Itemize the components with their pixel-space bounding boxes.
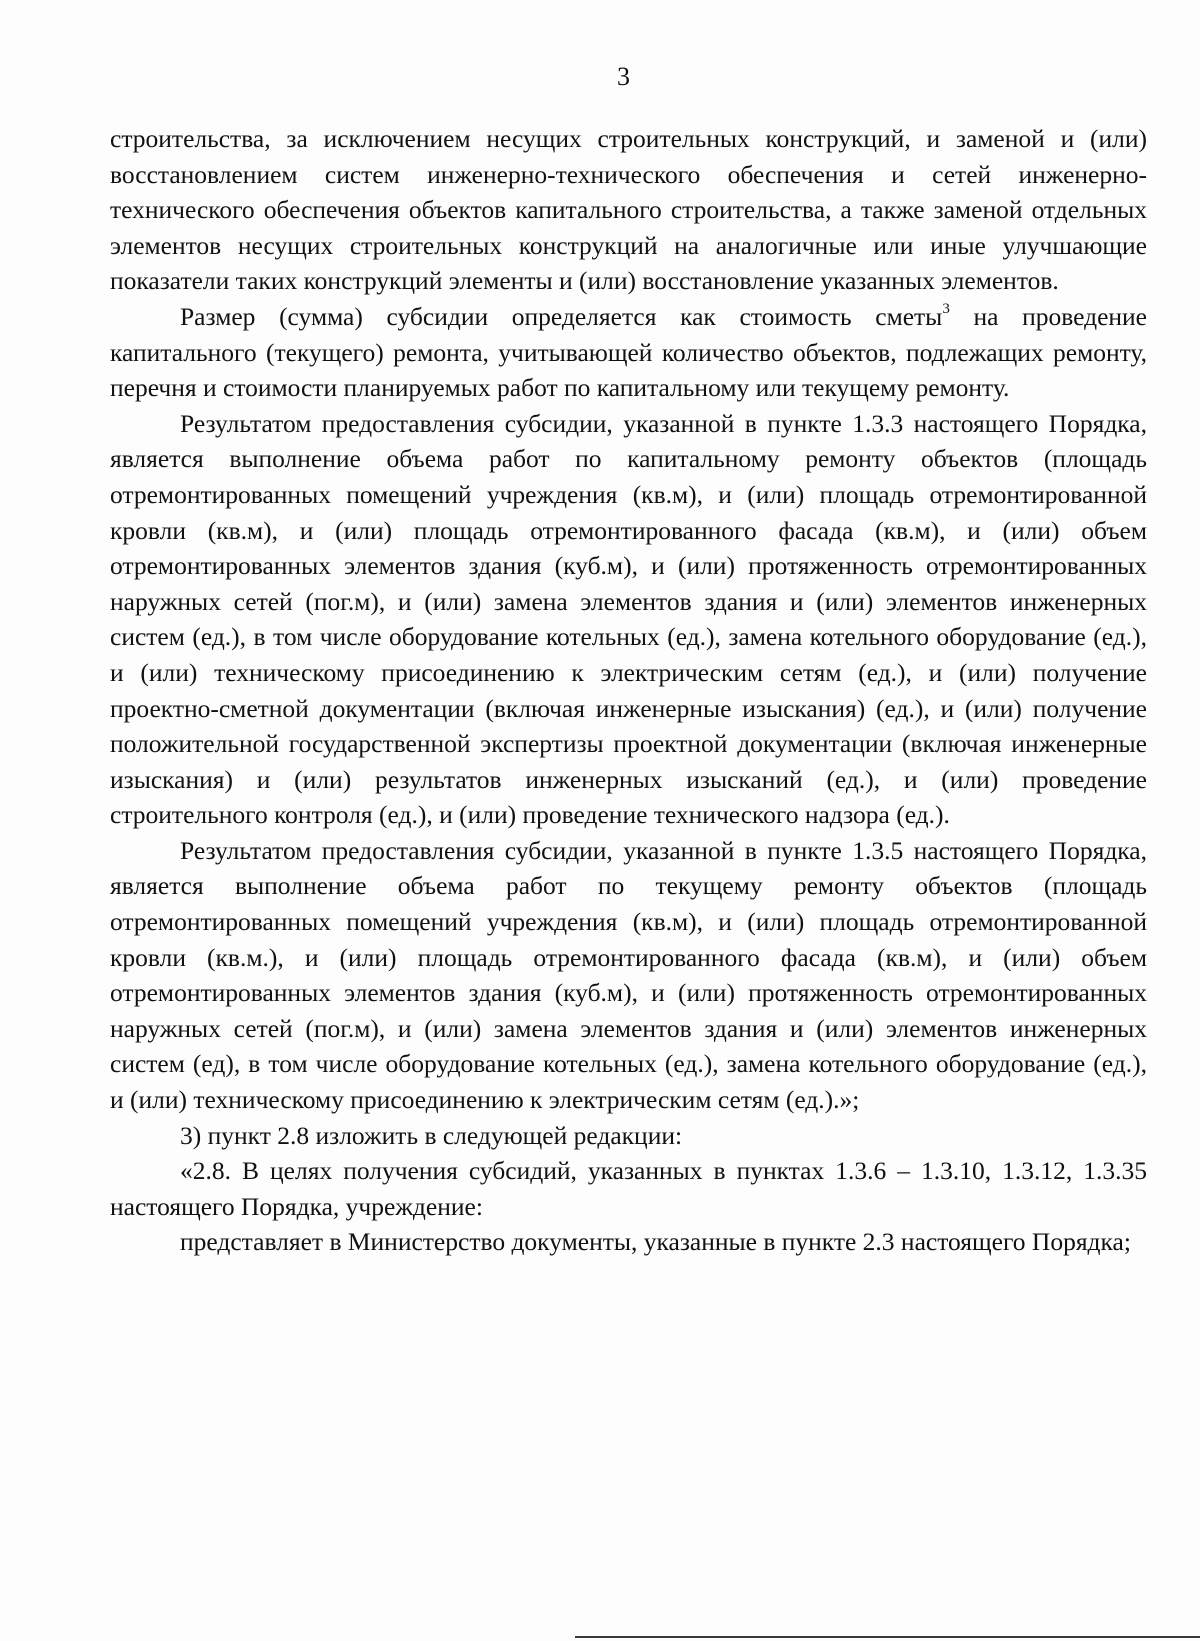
paragraph-clause-2-8: «2.8. В целях получения субсидий, указанных в пунктах 1.3.6 – 1.3.10, 1.3.12, 1.3.35 настоящего Порядка, учреждение: [110, 1156, 1147, 1221]
footnote-reference: 3 [942, 300, 950, 317]
paragraph-result-current-repair: Результатом предоставления субсидии, указанной в пункте 1.3.5 настоящего Порядка, является выполнение объема работ по текущему ремонту объектов (площадь отремонтированных помещений учреждения (кв.м), и (или) площадь отремонтированной кровли (кв.м.), и (или) площадь отремонтированного фасада (кв.м), и (или) объем отремонтированных элементов здания (куб.м), и (или) протяженность отремонтированных наружных сетей (пог.м), и (или) замена элементов здания и (или) элементов инженерных систем (ед), в том числе оборудование котельных (ед.), замена котельного оборудование (ед.), и (или) техническому присоединению к электрическим сетям (ед.).»; [110, 835, 1147, 1115]
paragraph-subsidy-amount [110, 299, 1147, 406]
paragraph-documents-submission: представляет в Министерство документы, указанные в пункте 2.3 настоящего Порядка; [180, 1227, 1131, 1257]
paragraph-continuation: строительства, за исключением несущих строительных конструкций, и заменой и (или) восстановлением систем инженерно-технического обеспечения и сетей инженерно-технического обеспечения объектов капитального строительства, а также заменой отдельных элементов несущих строительных конструкций на аналогичные или иные улучшающие показатели таких конструкций элементы и (или) восстановление указанных элементов. [110, 124, 1147, 296]
paragraph-amendment-item: 3) пункт 2.8 изложить в следующей редакции: [180, 1120, 683, 1150]
document-body [110, 121, 1147, 1260]
page-number: 3 [617, 62, 630, 91]
paragraph-subsidy-amount-text-end: на проведение капитального (текущего) ремонта, учитывающей количество объектов, подлежащих ремонту, перечня и стоимости планируемых работ по капитальному или текущему ремонту. [110, 301, 1148, 403]
paragraph-subsidy-amount-text-start: Размер (сумма) субсидии определяется как стоимость сметы [180, 301, 943, 331]
scan-edge-line [575, 1636, 1200, 1638]
paragraph-result-capital-repair: Результатом предоставления субсидии, указанной в пункте 1.3.3 настоящего Порядка, является выполнение объема работ по капитальному ремонту объектов (площадь отремонтированных помещений учреждения (кв.м), и (или) площадь отремонтированной кровли (кв.м), и (или) площадь отремонтированного фасада (кв.м), и (или) объем отремонтированных элементов здания (куб.м), и (или) протяженность отремонтированных наружных сетей (пог.м), и (или) замена элементов здания и (или) элементов инженерных систем (ед.), в том числе оборудование котельных (ед.), замена котельного оборудование (ед.), и (или) техническому присоединению к электрическим сетям (ед.), и (или) получение проектно-сметной документации (включая инженерные изыскания) (ед.), и (или) получение положительной государственной экспертизы проектной документации (включая инженерные изыскания) и (или) результатов инженерных изысканий (ед.), и (или) проведение строительного контроля (ед.), и (или) проведение технического надзора (ед.). [110, 408, 1147, 830]
